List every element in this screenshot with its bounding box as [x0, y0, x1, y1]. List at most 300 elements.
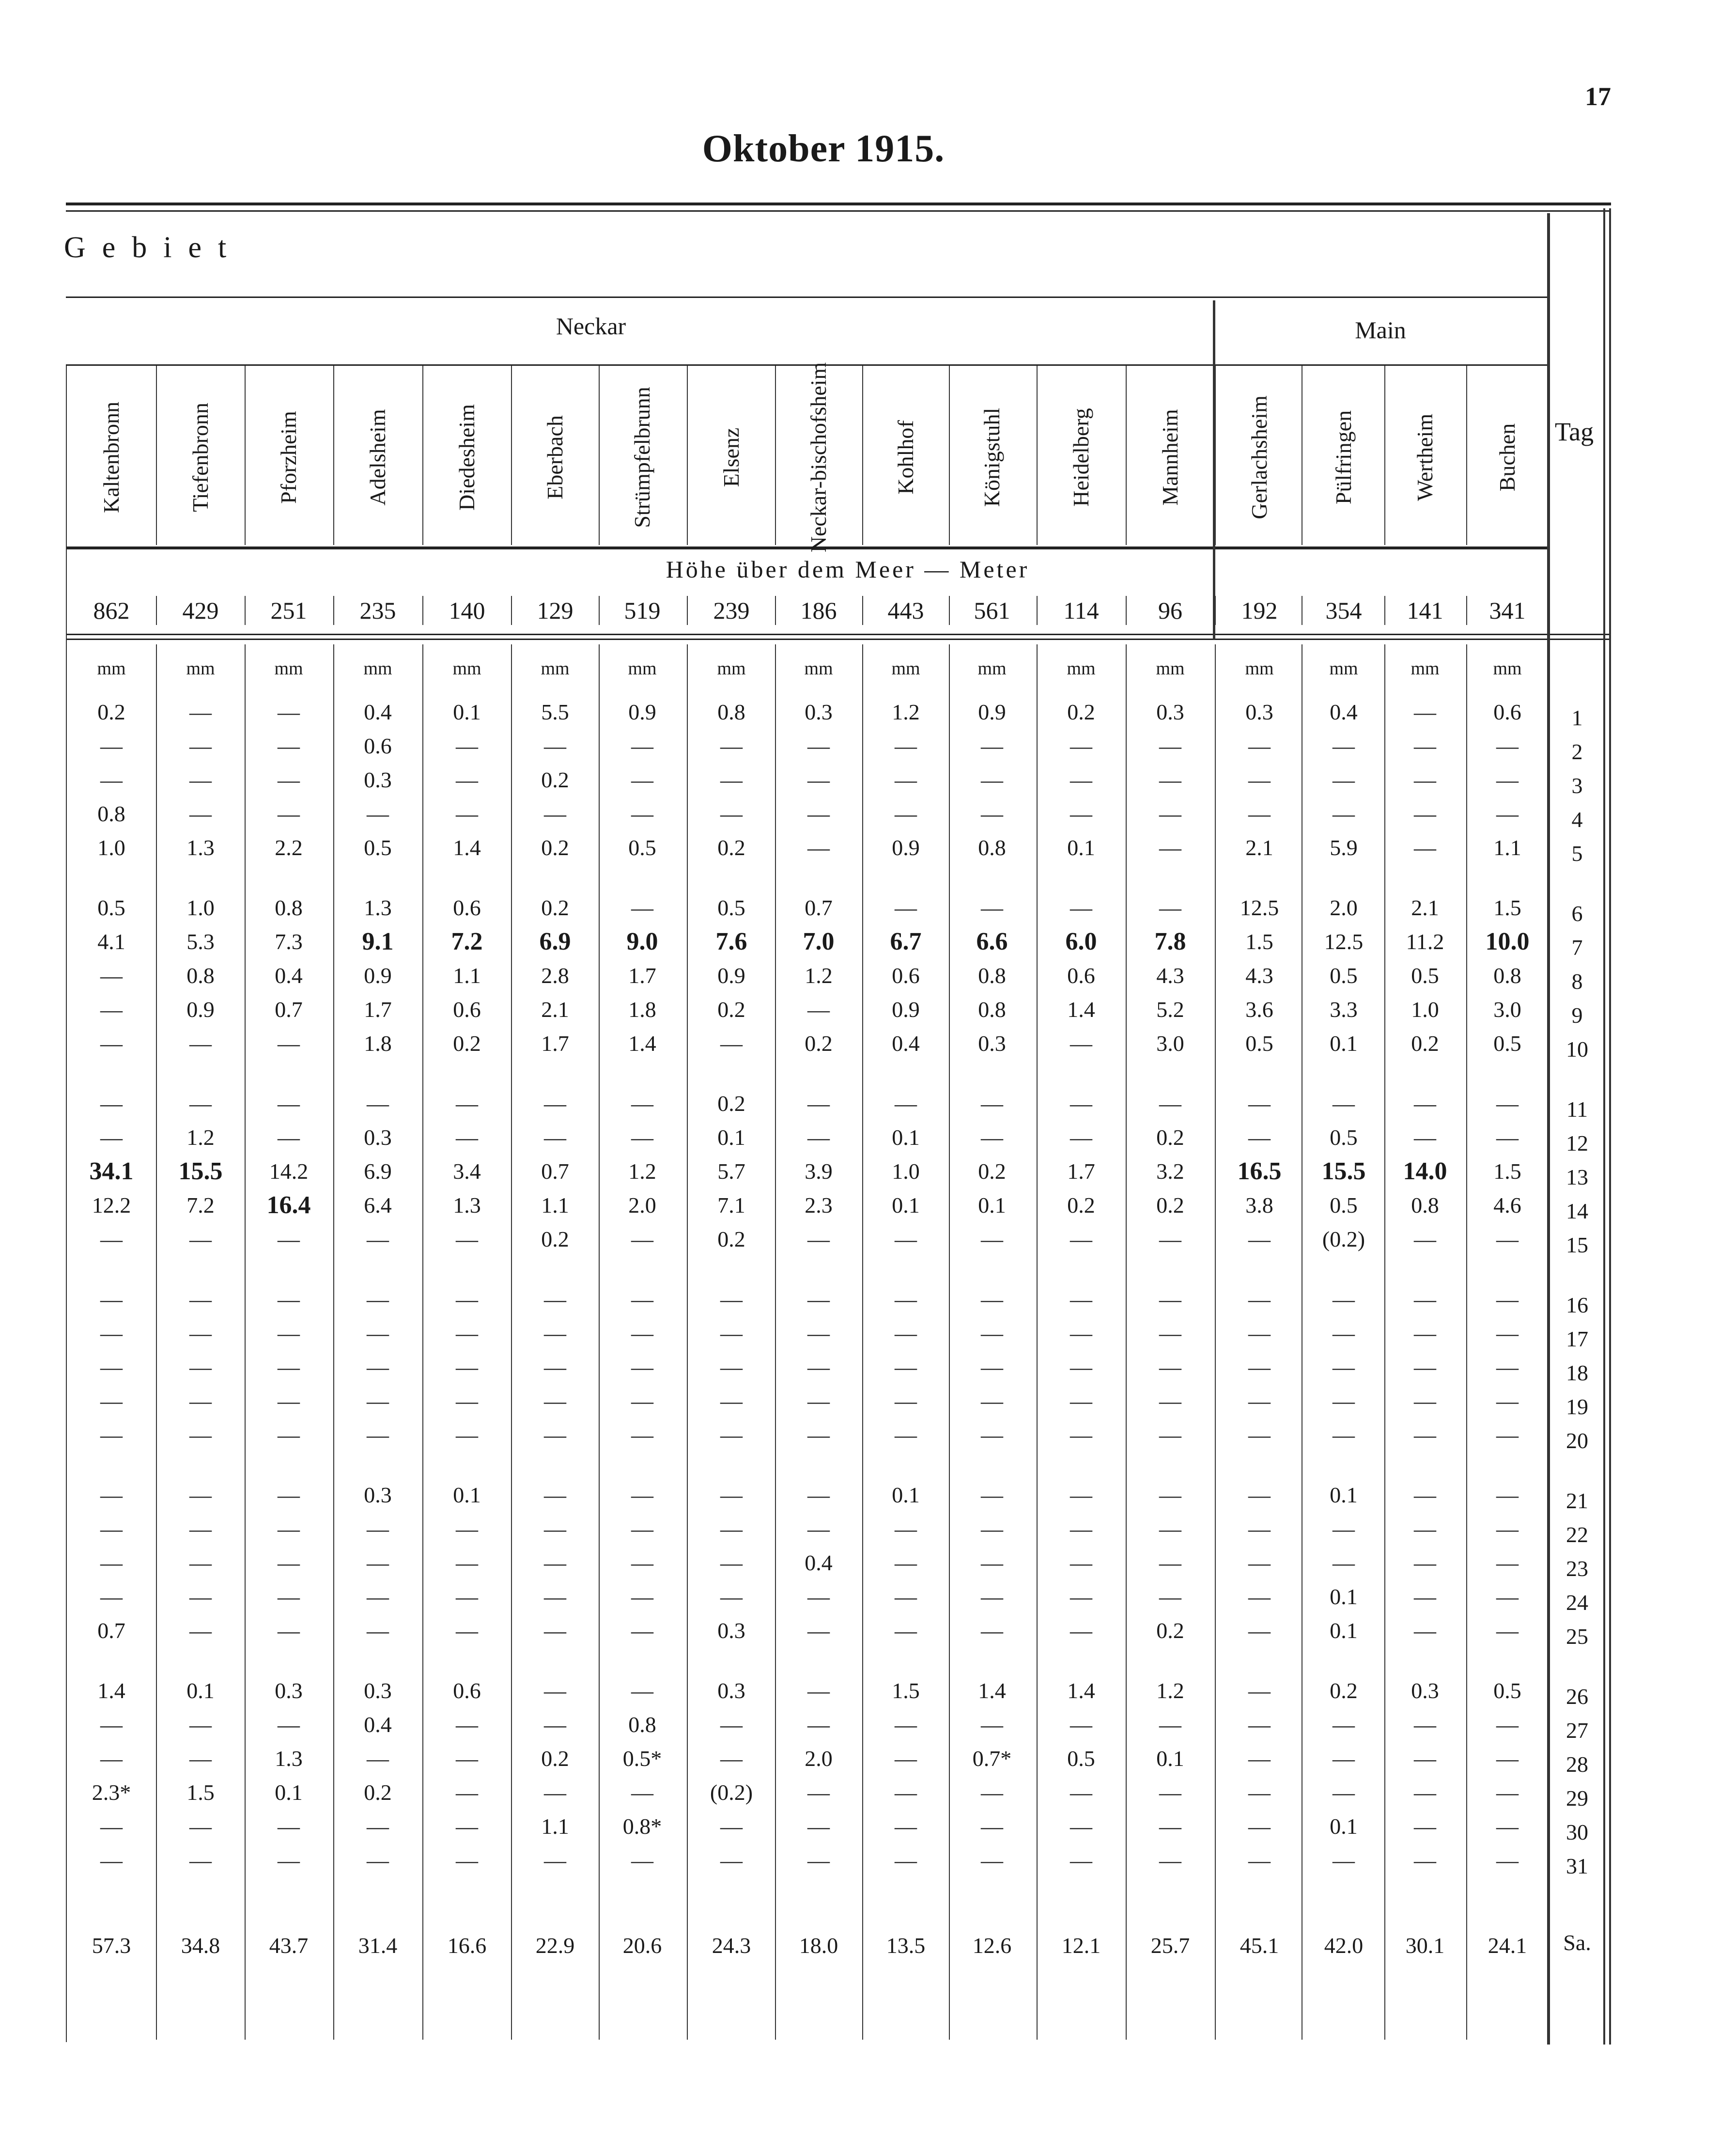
precip-cell: —	[1070, 1091, 1092, 1116]
precip-cell: —	[1159, 1389, 1181, 1413]
monthly-sum: 25.7	[1150, 1933, 1190, 1958]
precip-cell: 0.2	[1067, 1193, 1095, 1218]
precip-cell: 0.7	[541, 1159, 569, 1184]
top-rule-thin	[66, 210, 1611, 212]
precip-cell: —	[100, 1031, 123, 1056]
precip-cell: —	[1248, 1712, 1271, 1737]
precip-cell: —	[367, 1814, 389, 1839]
precip-cell: —	[367, 1618, 389, 1643]
precip-cell: 0.2	[453, 1031, 481, 1056]
precip-cell: —	[807, 1287, 830, 1312]
precip-cell: 6.6	[976, 928, 1008, 955]
precip-cell: —	[981, 1848, 1003, 1873]
precip-cell: —	[981, 1584, 1003, 1609]
precip-cell: —	[1496, 1848, 1519, 1873]
station-column-divider	[862, 366, 863, 545]
precip-cell: 5.3	[186, 929, 215, 954]
precip-cell: —	[1159, 895, 1181, 920]
day-number: 17	[1566, 1327, 1588, 1351]
precip-cell: —	[100, 1814, 123, 1839]
precip-cell: 15.5	[178, 1157, 223, 1185]
precip-cell: 1.7	[541, 1031, 569, 1056]
precip-cell: —	[456, 1584, 478, 1609]
precip-cell: —	[1248, 1516, 1271, 1541]
precip-cell: —	[1496, 1321, 1519, 1345]
precip-cell: 3.0	[1493, 997, 1521, 1022]
precip-cell: 0.7	[805, 895, 833, 920]
precip-cell: —	[1248, 1584, 1271, 1609]
precip-cell: —	[1248, 767, 1271, 792]
precip-cell: 1.5	[1493, 895, 1521, 920]
precip-cell: 11.2	[1406, 929, 1444, 954]
precip-cell: —	[720, 1848, 743, 1873]
precip-cell: —	[720, 1712, 743, 1737]
precip-cell: 0.3	[364, 1483, 392, 1507]
precip-cell: 1.4	[453, 835, 481, 860]
precip-cell: —	[1414, 1422, 1436, 1447]
precip-cell: —	[1159, 1550, 1181, 1575]
precip-cell: 34.1	[89, 1157, 134, 1185]
precip-cell: —	[100, 1422, 123, 1447]
precip-cell: 1.4	[628, 1031, 656, 1056]
monthly-sum: 12.1	[1061, 1933, 1101, 1958]
station-altitude: 429	[182, 597, 219, 624]
precip-cell: 0.1	[1067, 835, 1095, 860]
day-number: 4	[1571, 807, 1583, 832]
precip-cell: —	[278, 1125, 300, 1150]
day-number: 14	[1566, 1199, 1588, 1223]
precip-cell: —	[1248, 1125, 1271, 1150]
day-number: 15	[1566, 1233, 1588, 1257]
station-column-divider	[1215, 366, 1216, 545]
precip-cell: —	[895, 1618, 917, 1643]
precip-cell: —	[100, 1550, 123, 1575]
precip-cell: —	[100, 767, 123, 792]
unit-label: mm	[186, 658, 215, 679]
precip-cell: —	[456, 1389, 478, 1413]
precip-cell: 1.0	[1411, 997, 1439, 1022]
precip-cell: 1.5	[1493, 1159, 1521, 1184]
precip-cell: —	[1248, 1678, 1271, 1703]
precip-cell: —	[367, 1355, 389, 1379]
precip-cell: —	[895, 1355, 917, 1379]
precip-cell: —	[456, 801, 478, 826]
precip-cell: —	[981, 1321, 1003, 1345]
station-altitude: 235	[359, 597, 396, 624]
precip-cell: —	[807, 1584, 830, 1609]
precip-cell: 15.5	[1321, 1157, 1366, 1185]
precip-cell: —	[1333, 1712, 1355, 1737]
precip-cell: —	[189, 1584, 212, 1609]
monthly-sum: 42.0	[1324, 1933, 1364, 1958]
station-column-divider	[1126, 366, 1127, 545]
precip-cell: 2.3	[805, 1193, 833, 1218]
precip-cell: —	[895, 1746, 917, 1771]
precip-cell: —	[807, 1227, 830, 1251]
precip-cell: —	[278, 1091, 300, 1116]
precip-cell: —	[1159, 1227, 1181, 1251]
precip-cell: —	[278, 1483, 300, 1507]
station-column-divider	[687, 366, 688, 545]
precip-cell: —	[1496, 1584, 1519, 1609]
station-altitude: 519	[624, 597, 661, 624]
precip-cell: —	[1159, 1422, 1181, 1447]
precip-cell: —	[278, 1712, 300, 1737]
precip-cell: —	[720, 1550, 743, 1575]
precip-cell: 1.5	[186, 1780, 215, 1805]
day-number: 24	[1566, 1590, 1588, 1615]
precip-cell: 0.5	[1493, 1031, 1521, 1056]
precip-cell: 0.2	[97, 700, 125, 724]
precip-cell: 0.2	[1156, 1125, 1184, 1150]
precip-cell: 0.5	[1493, 1678, 1521, 1703]
precip-cell: —	[1414, 1712, 1436, 1737]
unit-label: mm	[1067, 658, 1096, 679]
altitude-rule-2	[66, 639, 1611, 640]
precip-cell: —	[720, 801, 743, 826]
precip-cell: —	[367, 1746, 389, 1771]
precip-cell: —	[189, 1516, 212, 1541]
precip-cell: 12.2	[92, 1193, 131, 1218]
day-number: 25	[1566, 1624, 1588, 1649]
precip-cell: —	[1496, 1091, 1519, 1116]
station-column-divider	[599, 366, 600, 545]
precip-cell: 0.5*	[622, 1746, 662, 1771]
unit-label: mm	[97, 658, 126, 679]
station-altitude: 186	[800, 597, 837, 624]
precip-cell: —	[1333, 734, 1355, 758]
precip-cell: —	[544, 1321, 566, 1345]
monthly-sum: 34.8	[181, 1933, 220, 1958]
day-number: 13	[1566, 1165, 1588, 1189]
precip-cell: —	[1070, 1814, 1092, 1839]
precip-cell: 0.9	[186, 997, 215, 1022]
precip-cell: —	[278, 1227, 300, 1251]
precip-cell: 0.3	[1156, 700, 1184, 724]
precip-cell: —	[278, 1355, 300, 1379]
precip-cell: —	[807, 1483, 830, 1507]
precip-cell: 0.2	[364, 1780, 392, 1805]
precip-cell: —	[631, 1321, 653, 1345]
precip-cell: —	[1248, 1389, 1271, 1413]
precip-cell: 4.1	[97, 929, 125, 954]
precip-cell: 0.8	[978, 997, 1006, 1022]
precip-cell: 0.6	[453, 997, 481, 1022]
precip-cell: —	[100, 1091, 123, 1116]
precip-cell: —	[367, 1550, 389, 1575]
precip-cell: —	[1070, 1483, 1092, 1507]
day-number: 29	[1566, 1786, 1588, 1811]
precip-cell: 0.2	[978, 1159, 1006, 1184]
right-frame-3	[1609, 208, 1611, 2045]
station-column-divider	[1466, 366, 1467, 545]
monthly-sum: 57.3	[92, 1933, 131, 1958]
precip-cell: 7.8	[1154, 928, 1186, 955]
precip-cell: —	[1333, 1091, 1355, 1116]
precip-cell: —	[895, 1227, 917, 1251]
precip-cell: —	[981, 767, 1003, 792]
precip-cell: 5.2	[1156, 997, 1184, 1022]
precip-cell: 0.1	[453, 1483, 481, 1507]
station-name: Elsenz	[719, 427, 744, 487]
precip-cell: 0.7*	[972, 1746, 1012, 1771]
precip-cell: 1.7	[364, 997, 392, 1022]
precip-cell: —	[807, 1422, 830, 1447]
precip-cell: —	[1414, 1091, 1436, 1116]
precip-cell: —	[1333, 1746, 1355, 1771]
precip-cell: 1.1	[541, 1193, 569, 1218]
precip-cell: —	[807, 1389, 830, 1413]
precip-cell: —	[456, 1355, 478, 1379]
unit-label: mm	[363, 658, 392, 679]
precip-cell: —	[720, 1584, 743, 1609]
precip-cell: —	[895, 1712, 917, 1737]
precip-cell: —	[720, 734, 743, 758]
precip-cell: 5.5	[541, 700, 569, 724]
precip-cell: —	[100, 1584, 123, 1609]
day-number: 30	[1566, 1820, 1588, 1844]
sum-label: Sa.	[1563, 1930, 1591, 1955]
station-altitude: 251	[270, 597, 307, 624]
precip-cell: —	[807, 1814, 830, 1839]
precip-cell: —	[456, 1780, 478, 1805]
precip-cell: 0.8	[717, 700, 745, 724]
precip-cell: 0.8	[978, 835, 1006, 860]
precip-cell: 6.4	[364, 1193, 392, 1218]
station-name: Neckar-bischofsheim	[806, 362, 831, 553]
unit-label: mm	[628, 658, 657, 679]
precip-cell: 0.2	[805, 1031, 833, 1056]
precip-cell: 0.9	[892, 835, 920, 860]
day-number: 20	[1566, 1428, 1588, 1453]
precip-cell: —	[100, 1483, 123, 1507]
precip-cell: 3.2	[1156, 1159, 1184, 1184]
precip-cell: 0.5	[97, 895, 125, 920]
day-number: 2	[1571, 739, 1583, 764]
precip-cell: —	[1248, 1227, 1271, 1251]
precip-cell: 1.5	[892, 1678, 920, 1703]
precip-cell: —	[1496, 1125, 1519, 1150]
precip-cell: —	[278, 734, 300, 758]
precip-cell: —	[278, 1618, 300, 1643]
precip-cell: —	[1414, 1780, 1436, 1805]
precip-cell: —	[1496, 767, 1519, 792]
precip-cell: 1.4	[1067, 1678, 1095, 1703]
precip-cell: —	[278, 1550, 300, 1575]
station-name: Pülfringen	[1331, 410, 1356, 505]
precip-cell: —	[1496, 1422, 1519, 1447]
precip-cell: —	[981, 801, 1003, 826]
precip-cell: —	[544, 1712, 566, 1737]
unit-label: mm	[891, 658, 920, 679]
precip-cell: —	[807, 1091, 830, 1116]
precip-cell: —	[544, 801, 566, 826]
precip-cell: 0.3	[364, 1678, 392, 1703]
precip-cell: 0.3	[805, 700, 833, 724]
precip-cell: 9.1	[362, 928, 394, 955]
station-altitude: 239	[713, 597, 750, 624]
precip-cell: —	[1496, 1780, 1519, 1805]
precip-cell: —	[189, 1422, 212, 1447]
precip-cell: —	[981, 1814, 1003, 1839]
precip-cell: —	[189, 1814, 212, 1839]
precip-cell: —	[1496, 1516, 1519, 1541]
precip-cell: —	[895, 1389, 917, 1413]
precip-cell: —	[1496, 734, 1519, 758]
precip-cell: —	[807, 1712, 830, 1737]
precip-cell: —	[631, 1483, 653, 1507]
precip-cell: —	[1496, 1389, 1519, 1413]
precip-cell: —	[100, 1712, 123, 1737]
precip-cell: —	[807, 1678, 830, 1703]
monthly-sum: 20.6	[622, 1933, 662, 1958]
precip-cell: 0.5	[717, 895, 745, 920]
precip-cell: —	[1333, 1355, 1355, 1379]
precip-cell: 0.8	[1411, 1193, 1439, 1218]
precip-cell: —	[1248, 801, 1271, 826]
precip-cell: —	[981, 1287, 1003, 1312]
precip-cell: —	[1070, 1422, 1092, 1447]
precip-cell: 1.8	[364, 1031, 392, 1056]
precip-cell: —	[1159, 1091, 1181, 1116]
precip-cell: —	[100, 1125, 123, 1150]
precip-cell: —	[1070, 801, 1092, 826]
precip-cell: 0.8	[1493, 963, 1521, 988]
precip-cell: —	[895, 1422, 917, 1447]
precip-cell: —	[100, 1321, 123, 1345]
precip-cell: —	[544, 1584, 566, 1609]
precip-cell: —	[278, 1848, 300, 1873]
station-name: Kohlhof	[893, 420, 918, 495]
precip-cell: —	[100, 997, 123, 1022]
precip-cell: 0.4	[1330, 700, 1358, 724]
precip-cell: —	[720, 1746, 743, 1771]
precip-cell: —	[544, 1550, 566, 1575]
altitude-rule	[66, 634, 1611, 635]
precip-cell: —	[981, 1550, 1003, 1575]
precip-cell: —	[367, 1287, 389, 1312]
precip-cell: 0.7	[275, 997, 303, 1022]
precip-cell: —	[1070, 1031, 1092, 1056]
precip-cell: —	[367, 1516, 389, 1541]
precip-cell: 0.4	[364, 1712, 392, 1737]
precip-cell: —	[807, 1848, 830, 1873]
monthly-sum: 43.7	[269, 1933, 309, 1958]
precip-cell: —	[1414, 1550, 1436, 1575]
precip-cell: 2.0	[628, 1193, 656, 1218]
station-name: Wertheim	[1412, 413, 1437, 501]
precip-cell: —	[807, 997, 830, 1022]
precip-cell: —	[367, 1389, 389, 1413]
precip-cell: 0.2	[541, 835, 569, 860]
precip-cell: —	[100, 1746, 123, 1771]
station-altitude: 862	[93, 597, 130, 624]
precip-cell: 1.2	[805, 963, 833, 988]
precip-cell: —	[189, 801, 212, 826]
precip-cell: 1.1	[453, 963, 481, 988]
precip-cell: —	[720, 1516, 743, 1541]
precip-cell: 12.5	[1324, 929, 1364, 954]
precip-cell: —	[278, 1516, 300, 1541]
precip-cell: 0.5	[364, 835, 392, 860]
precip-cell: 1.7	[628, 963, 656, 988]
precip-cell: —	[1496, 801, 1519, 826]
precip-cell: 0.3	[1411, 1678, 1439, 1703]
precip-cell: —	[1333, 1389, 1355, 1413]
precip-cell: 0.2	[717, 997, 745, 1022]
precip-cell: —	[189, 1746, 212, 1771]
precip-cell: —	[1159, 1355, 1181, 1379]
precip-cell: —	[1159, 1321, 1181, 1345]
precip-cell: —	[1333, 1848, 1355, 1873]
precip-cell: —	[1159, 835, 1181, 860]
precip-cell: 14.0	[1403, 1157, 1447, 1185]
station-column-divider	[775, 366, 776, 545]
precip-cell: —	[631, 1125, 653, 1150]
precip-cell: 0.4	[805, 1550, 833, 1575]
precip-cell: —	[1248, 1780, 1271, 1805]
precip-cell: —	[278, 767, 300, 792]
precip-cell: —	[1333, 1287, 1355, 1312]
precip-cell: —	[720, 1287, 743, 1312]
precip-cell: —	[1070, 1550, 1092, 1575]
precip-cell: —	[1333, 1516, 1355, 1541]
precip-cell: 0.5	[1411, 963, 1439, 988]
precip-cell: —	[1496, 1287, 1519, 1312]
precip-cell: —	[278, 1389, 300, 1413]
precip-cell: 5.7	[717, 1159, 745, 1184]
precip-cell: 0.5	[1245, 1031, 1273, 1056]
precip-cell: 0.3	[275, 1678, 303, 1703]
precip-cell: —	[1159, 1848, 1181, 1873]
precip-cell: 2.1	[1245, 835, 1273, 860]
precip-cell: 0.1	[978, 1193, 1006, 1218]
gebiet-rule	[66, 297, 1548, 298]
page-number: 17	[1585, 82, 1611, 111]
precip-cell: —	[895, 767, 917, 792]
precip-cell: —	[981, 1618, 1003, 1643]
precip-cell: 4.6	[1493, 1193, 1521, 1218]
precip-cell: —	[1070, 1584, 1092, 1609]
precip-cell: 0.7	[97, 1618, 125, 1643]
precip-cell: —	[1070, 1389, 1092, 1413]
precip-cell: —	[1414, 1355, 1436, 1379]
precip-cell: —	[1333, 767, 1355, 792]
precip-cell: —	[189, 1031, 212, 1056]
precip-cell: —	[1414, 801, 1436, 826]
precip-cell: —	[1159, 767, 1181, 792]
precip-cell: 0.9	[717, 963, 745, 988]
monthly-sum: 31.4	[358, 1933, 398, 1958]
precip-cell: —	[544, 1483, 566, 1507]
precip-cell: —	[544, 1422, 566, 1447]
precip-cell: —	[544, 1355, 566, 1379]
precip-cell: —	[1248, 1321, 1271, 1345]
station-altitude: 354	[1325, 597, 1362, 624]
precip-cell: (0.2)	[1322, 1227, 1365, 1251]
day-number: 9	[1571, 1003, 1583, 1028]
precip-cell: —	[189, 1618, 212, 1643]
precip-cell: —	[895, 734, 917, 758]
precip-cell: 0.2	[1156, 1618, 1184, 1643]
precip-cell: 0.1	[892, 1193, 920, 1218]
precip-cell: 0.3	[1245, 700, 1273, 724]
precip-cell: 0.4	[275, 963, 303, 988]
precip-cell: 3.0	[1156, 1031, 1184, 1056]
precip-cell: —	[631, 1618, 653, 1643]
precip-cell: —	[1414, 700, 1436, 724]
precip-cell: —	[1496, 1712, 1519, 1737]
